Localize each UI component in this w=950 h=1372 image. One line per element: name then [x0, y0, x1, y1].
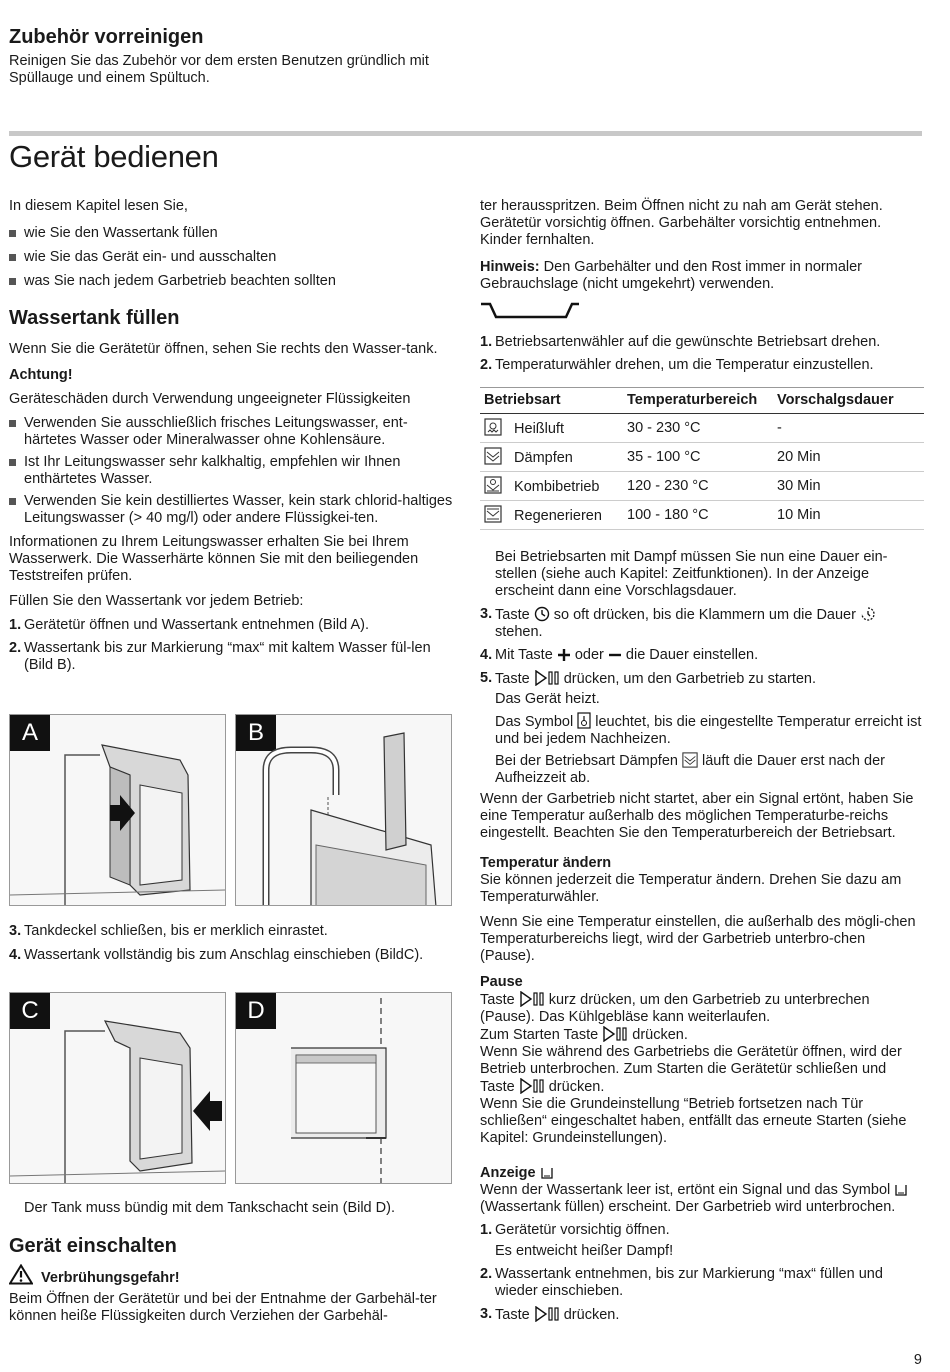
minus-icon: [608, 648, 622, 662]
section-end-mark-icon: [480, 301, 580, 321]
operating-modes-table: [480, 387, 924, 530]
table-header-row: [480, 388, 924, 414]
table-row: [480, 443, 924, 472]
table-cell-duration: 30 Min: [773, 472, 924, 501]
table-row: [480, 414, 924, 443]
figure-d: [235, 992, 452, 1184]
step-item: 5. Taste drücken, um den Garbetrieb zu starten.: [480, 670, 817, 687]
figure-a-drawing: [10, 715, 226, 906]
temp-text: Sie können jederzeit die Temperatur ändern. Drehen Sie dazu am Temperaturwähler.: [480, 872, 902, 905]
regenerieren-icon: [484, 505, 502, 523]
intro-item: wie Sie den Wassertank füllen: [9, 225, 455, 242]
info-text: Informationen zu Ihrem Leitungswasser erhalten Sie bei Ihrem Wasserwerk. Die Wasserhärte können Sie mit den beiliegenden Teststreifen prüfen.: [9, 534, 419, 584]
intro-item: was Sie nach jedem Garbetrieb beachten sollten: [9, 273, 455, 290]
figure-d-drawing: [236, 993, 452, 1184]
start-pause-icon: [519, 991, 545, 1007]
water-tank-icon: [894, 1183, 908, 1197]
daempfen-icon: [682, 752, 698, 768]
pause-text: Zum Starten Taste drücken.: [480, 1027, 688, 1043]
pause-text: Taste kurz drücken, um den Garbetrieb zu unterbrechen (Pause). Das Kühlgebläse kann weiterlaufen.: [480, 992, 870, 1025]
step-item: 3. Taste so oft drücken, bis die Klammern um die Dauer stehen.: [480, 606, 924, 641]
table-header: Betriebsart: [480, 388, 623, 414]
table-cell-temp: 100 - 180 °C: [623, 501, 773, 530]
step-item: 3. Taste drücken.: [480, 1306, 620, 1323]
page-number: 9: [913, 1352, 922, 1368]
table-row: [480, 501, 924, 530]
plus-icon: [557, 648, 571, 662]
figure-label: C: [10, 993, 50, 1029]
table-cell-mode: Heißluft: [480, 414, 623, 443]
table-cell-mode: Regenerieren: [480, 501, 623, 530]
step-item: 4. Wassertank vollständig bis zum Anschlag einschieben (BildC).: [9, 947, 424, 963]
step-item: 4. Mit Taste oder die Dauer einstellen.: [480, 647, 759, 663]
table-cell-mode: Kombibetrieb: [480, 472, 623, 501]
table-cell-temp: 35 - 100 °C: [623, 443, 773, 472]
right-column: [480, 198, 924, 1324]
warning-text: Beim Öffnen der Gerätetür und bei der Entnahme der Garbehäl-ter können heiße Flüssigkeiten durch Verziehen der Garbehäl-: [9, 1291, 437, 1324]
heizt-text: Das Gerät heizt.: [495, 691, 600, 707]
step-item: 2. Wassertank entnehmen, bis zur Markierung “max“ füllen und wieder einschieben.: [480, 1266, 883, 1299]
step-item: 1. Gerätetür öffnen und Wassertank entnehmen (Bild A).: [9, 617, 369, 633]
warning-heading: [9, 1264, 180, 1287]
start-pause-icon: [602, 1026, 628, 1042]
table-cell-temp: 120 - 230 °C: [623, 472, 773, 501]
daempfen-icon: [484, 447, 502, 465]
table-header: Vorschalgsdauer: [773, 388, 924, 414]
daempfen-text: Bei der Betriebsart Dämpfen läuft die Dauer erst nach der Aufheizzeit ab.: [495, 753, 885, 786]
text-zubehoer: Reinigen Sie das Zubehör vor dem ersten Benutzen gründlich mit Spüllauge und einem Spültuch.: [9, 53, 429, 86]
anzeige-text: Wenn der Wassertank leer ist, ertönt ein Signal und das Symbol (Wassertank füllen) erscheint. Der Garbetrieb wird unterbrochen.: [480, 1182, 924, 1216]
tank-note: Der Tank muss bündig mit dem Tankschacht sein (Bild D).: [24, 1200, 395, 1216]
dampf-warning: Es entweicht heißer Dampf!: [495, 1243, 674, 1259]
kombibetrieb-icon: [484, 476, 502, 494]
figure-b: [235, 714, 452, 906]
achtung-item: Verwenden Sie ausschließlich frisches Leitungswasser, ent-härtetes Wasser oder Mineralwasser ohne Kohlensäure.: [9, 415, 455, 449]
figure-b-drawing: [236, 715, 452, 906]
pause-text: Wenn Sie die Grundeinstellung “Betrieb fortsetzen nach Tür schließen“ eingeschaltet haben, entfällt das erneute Starten (siehe Kapitel: Grundeinstellungen).: [480, 1096, 907, 1146]
pause-text: Wenn Sie während des Garbetriebs die Gerätetür öffnen, wird der Betrieb unterbrochen. Zum Starten die Gerätetür schließen und Taste drücken.: [480, 1044, 902, 1095]
dampf-note: Bei Betriebsarten mit Dampf müssen Sie nun eine Dauer ein-stellen (siehe auch Kapitel: Zeitfunktionen). In der Anzeige erscheint dann eine Vorschlagsdauer.: [495, 549, 888, 599]
step-item: 1. Gerätetür vorsichtig öffnen.: [480, 1222, 670, 1238]
left-steps-2: [9, 923, 455, 964]
heading-pause: Pause: [480, 974, 523, 990]
duration-icon: [860, 606, 876, 622]
left-column: [9, 198, 455, 674]
step-item: 2. Wassertank bis zur Markierung “max“ mit kaltem Wasser fül-len (Bild B).: [9, 640, 431, 673]
intro-item: wie Sie das Gerät ein- und ausschalten: [9, 249, 455, 266]
figure-label: A: [10, 715, 50, 751]
wassertank-text: Wenn Sie die Gerätetür öffnen, sehen Sie rechts den Wasser-tank.: [9, 341, 438, 357]
water-tank-icon: [540, 1166, 554, 1180]
achtung-text: Geräteschäden durch Verwendung ungeeigneter Flüssigkeiten: [9, 391, 411, 407]
warning-triangle-icon: [9, 1264, 33, 1285]
table-cell-duration: -: [773, 414, 924, 443]
figure-a: [9, 714, 226, 906]
achtung-item: Ist Ihr Leitungswasser sehr kalkhaltig, empfehlen wir Ihnen enthärtetes Wasser.: [9, 454, 455, 488]
achtung-label: Achtung!: [9, 367, 73, 383]
table-cell-duration: 20 Min: [773, 443, 924, 472]
warning-label: Verbrühungsgefahr!: [41, 1270, 180, 1286]
chapter-title: Gerät bedienen: [9, 139, 219, 174]
chapter-divider: [9, 131, 922, 136]
start-pause-icon: [534, 1306, 560, 1322]
achtung-item: Verwenden Sie kein destilliertes Wasser, kein stark chlorid-haltiges Leitungswasser (> 40 mg/l) oder andere Flüssigkei-ten.: [9, 493, 455, 527]
heading-anzeige: Anzeige: [480, 1165, 924, 1182]
step-item: 1. Betriebsartenwähler auf die gewünschte Betriebsart drehen.: [480, 334, 881, 350]
symbol-text: Das Symbol leuchtet, bis die eingestellte Temperatur erreicht ist und bei jedem Nachheizen.: [495, 714, 922, 747]
heading-zubehoer: Zubehör vorreinigen: [9, 26, 204, 48]
table-header: Temperaturbereich: [623, 388, 773, 414]
figure-c-drawing: [10, 993, 226, 1184]
heading-temperatur: Temperatur ändern: [480, 855, 612, 871]
heading-wassertank: Wassertank füllen: [9, 307, 180, 329]
figure-label: D: [236, 993, 276, 1029]
clock-icon: [534, 606, 550, 622]
signal-text: Wenn der Garbetrieb nicht startet, aber ein Signal ertönt, haben Sie eine Temperatur außerhalb des möglichen Temperaturbe-reichs eingestellt. Beachten Sie den Temperaturbereich der Betriebsart.: [480, 791, 914, 841]
step-item: 3. Tankdeckel schließen, bis er merklich einrastet.: [9, 923, 328, 939]
fill-intro: Füllen Sie den Wassertank vor jedem Betrieb:: [9, 593, 304, 609]
start-pause-icon: [519, 1078, 545, 1094]
figure-c: [9, 992, 226, 1184]
heissluft-icon: [484, 418, 502, 436]
hinweis: Hinweis: Den Garbehälter und den Rost immer in normaler Gebrauchslage (nicht umgekehrt) verwenden.: [480, 259, 862, 292]
temp-text-2: Wenn Sie eine Temperatur einstellen, die außerhalb des mögli-chen Temperaturbereichs liegt, wird der Garbetrieb unterbro-chen (Pause).: [480, 914, 916, 964]
figure-label: B: [236, 715, 276, 751]
step-item: 2. Temperaturwähler drehen, um die Temperatur einzustellen.: [480, 357, 874, 373]
heading-einschalten: Gerät einschalten: [9, 1235, 177, 1257]
table-cell-mode: Dämpfen: [480, 443, 623, 472]
table-cell-duration: 10 Min: [773, 501, 924, 530]
table-cell-temp: 30 - 230 °C: [623, 414, 773, 443]
heating-indicator-icon: [577, 712, 591, 729]
start-pause-icon: [534, 670, 560, 686]
intro-text: In diesem Kapitel lesen Sie,: [9, 198, 188, 214]
warning-continued: ter herausspritzen. Beim Öffnen nicht zu nah am Gerät stehen. Gerätetür vorsichtig öffnen. Garbehälter vorsichtig entnehmen. Kinder fernhalten.: [480, 198, 883, 248]
table-row: [480, 472, 924, 501]
